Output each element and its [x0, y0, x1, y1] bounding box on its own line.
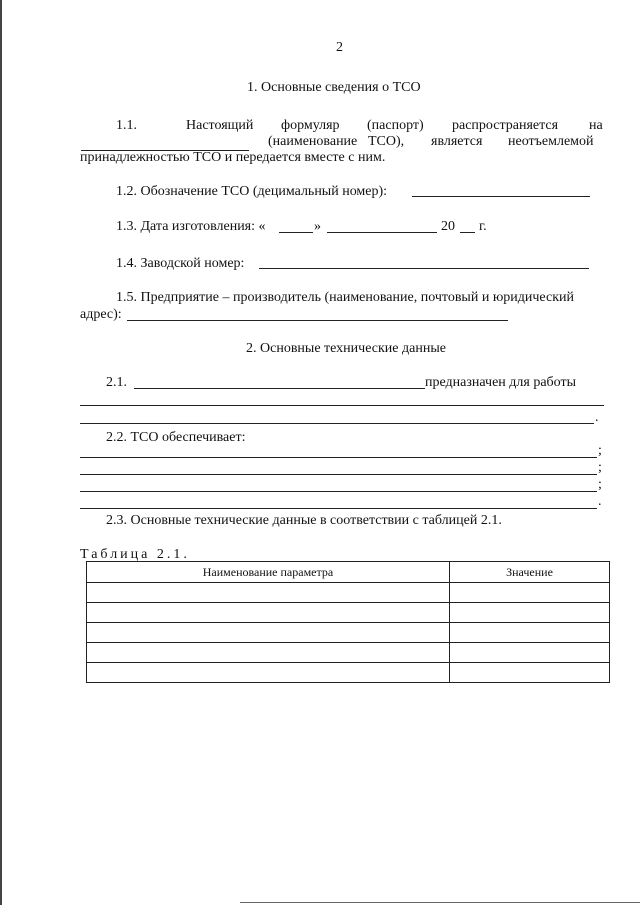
table-row — [87, 663, 610, 683]
parameter-cell[interactable] — [87, 583, 450, 603]
p11-word: Настоящий — [186, 118, 254, 133]
p11-word: распространяется — [452, 118, 559, 133]
blank-field-month — [327, 232, 437, 233]
value-cell[interactable] — [450, 643, 610, 663]
semicolon: ; — [598, 443, 602, 458]
p11-word: является — [431, 134, 483, 149]
blank-line — [80, 423, 594, 424]
scan-border-bottom — [240, 902, 640, 903]
parameters-table — [86, 561, 610, 683]
page-number: 2 — [336, 40, 343, 55]
parameter-cell[interactable] — [87, 663, 450, 683]
p11-word: формуляр — [281, 118, 340, 133]
p11-number: 1.1. — [116, 118, 137, 133]
blank-field-serial-number — [259, 268, 589, 269]
table-row — [87, 643, 610, 663]
blank-line — [80, 474, 597, 475]
p23-text: 2.3. Основные технические данные в соответствии с таблицей 2.1. — [106, 513, 502, 528]
parameter-cell[interactable] — [87, 603, 450, 623]
p11-word: (наименование — [268, 134, 358, 149]
p21-period: . — [595, 410, 599, 425]
column-header-value: Значение — [450, 562, 610, 583]
table-row — [87, 603, 610, 623]
p11-word: (паспорт) — [367, 118, 424, 133]
parameter-cell[interactable] — [87, 643, 450, 663]
p14-label: 1.4. Заводской номер: — [116, 256, 245, 271]
table-caption: Таблица 2.1. — [80, 547, 190, 562]
p13-year: 20 — [441, 219, 455, 234]
p22-label: 2.2. ТСО обеспечивает: — [106, 430, 246, 445]
p15-line2: адрес): — [80, 307, 122, 322]
table-row — [87, 583, 610, 603]
table-row — [87, 623, 610, 643]
blank-field-manufacturer-address — [127, 320, 508, 321]
p21-text: предназначен для работы — [425, 375, 576, 390]
blank-line — [80, 405, 604, 406]
blank-field-day — [279, 232, 313, 233]
p13-quote-close: » — [314, 219, 321, 234]
blank-line — [80, 457, 597, 458]
scan-border-left — [0, 0, 2, 905]
p13-year-suffix: г. — [479, 219, 487, 234]
parameter-cell[interactable] — [87, 623, 450, 643]
blank-field-decimal-number — [412, 196, 590, 197]
p11-word: ТСО), — [368, 134, 405, 149]
value-cell[interactable] — [450, 663, 610, 683]
p12-label: 1.2. Обозначение ТСО (децимальный номер): — [116, 184, 388, 199]
section2-heading: 2. Основные технические данные — [246, 341, 446, 356]
p11-word: на — [589, 118, 603, 133]
value-cell[interactable] — [450, 583, 610, 603]
semicolon: ; — [598, 477, 602, 492]
p13-label: 1.3. Дата изготовления: « — [116, 219, 266, 234]
p22-period: . — [598, 494, 602, 509]
value-cell[interactable] — [450, 603, 610, 623]
p11-line3: принадлежностью ТСО и передается вместе с ним. — [80, 150, 386, 165]
semicolon: ; — [598, 460, 602, 475]
blank-field-tso-type — [134, 388, 425, 389]
p21-number: 2.1. — [106, 375, 127, 390]
blank-field-year — [460, 232, 475, 233]
column-header-parameter: Наименование параметра — [87, 562, 450, 583]
p15-line1: 1.5. Предприятие – производитель (наименование, почтовый и юридический — [116, 290, 574, 305]
p11-word: неотъемлемой — [508, 134, 594, 149]
table-header-row — [87, 562, 610, 583]
value-cell[interactable] — [450, 623, 610, 643]
blank-line — [80, 491, 597, 492]
blank-line — [80, 508, 597, 509]
section1-heading: 1. Основные сведения о ТСО — [247, 80, 421, 95]
